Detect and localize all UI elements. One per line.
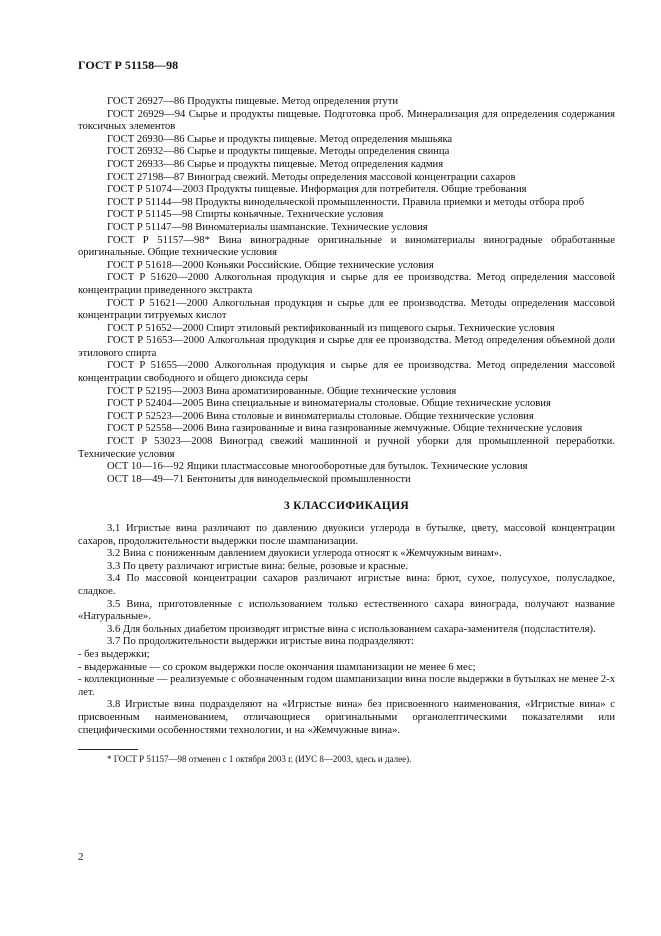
reference-item: ГОСТ 27198—87 Виноград свежий. Методы определения массовой концентрации сахаров [107, 171, 516, 183]
reference-item: ГОСТ 26927—86 Продукты пищевые. Метод определения ртути [107, 96, 399, 107]
paragraph-3-3: 3.3 По цвету различают игристые вина: белые, розовые и красные. [107, 560, 409, 572]
reference-item: ГОСТ Р 52404—2005 Вина специальные и виноматериалы столовые. Общие технические условия [107, 398, 551, 410]
reference-item: ГОСТ Р 51621—2000 Алкогольная продукция и сырье для ее производства. Методы определения массовой концентрации титруемых кислот [78, 297, 615, 322]
normative-references [78, 96, 615, 486]
reference-item: ГОСТ Р 52558—2006 Вина газированные и вина газированные жемчужные. Общие технические условия [107, 423, 583, 435]
list-item: - без выдержки; [78, 648, 150, 660]
section-heading: 3 КЛАССИФИКАЦИЯ [284, 500, 409, 513]
reference-item: ГОСТ Р 53023—2008 Виноград свежий машинной и ручной уборки для промышленной переработки. Технические условия [78, 436, 615, 460]
paragraph-3-4: 3.4 По массовой концентрации сахаров различают игристые вина: брют, сухое, полусухое, полусладкое, сладкое. [78, 573, 615, 597]
reference-item: ГОСТ Р 51157—98* Вина виноградные оригинальные и виноматериалы виноградные обработанные оригинальные. Общие технические условия [78, 234, 615, 259]
paragraph-3-5: 3.5 Вина, приготовленные с использованием только естественного сахара винограда, получают название «Натуральные». [78, 598, 615, 623]
reference-item: ОСТ 10—16—92 Ящики пластмассовые многооборотные для бутылок. Технические условия [107, 461, 528, 473]
list-item: - выдержанные — со сроком выдержки после окончания шампанизации не менее 6 мес; [78, 661, 476, 673]
reference-item: ГОСТ Р 51074—2003 Продукты пищевые. Информация для потребителя. Общие требования [107, 184, 527, 196]
list-item: - коллекционные — реализуемые с обозначенным годом шампанизации вина после выдержки в бутылках не менее 2-х лет. [78, 674, 615, 698]
paragraph-3-2: 3.2 Вина с пониженным давлением двуокиси углерода относят к «Жемчужным винам». [107, 548, 502, 560]
reference-item: ГОСТ Р 51653—2000 Алкогольная продукция и сырье для ее производства. Метод определения объемной доли этилового спирта [78, 335, 615, 359]
reference-item: ГОСТ Р 51145—98 Спирты коньячные. Технические условия [107, 209, 384, 221]
reference-item: ГОСТ Р 51144—98 Продукты винодельческой промышленности. Правила приемки и методы отбора проб [107, 196, 585, 208]
paragraph-3-8: 3.8 Игристые вина подразделяют на «Игристые вина» без присвоенного наименования, «Игристые вина» с присвоенным наименованием, отличающиеся оригинальными органолептическими показателями или специфическими особенностями технологии, и на «Жемчужные вина». [78, 699, 615, 736]
reference-item: ГОСТ Р 51620—2000 Алкогольная продукция и сырье для ее производства. Метод определения массовой концентрации приведенного экстракта [78, 272, 615, 296]
reference-item: ГОСТ Р 51618—2000 Коньяки Российские. Общие технические условия [107, 259, 434, 271]
page-content [78, 96, 615, 765]
reference-item: ГОСТ Р 51147—98 Виноматериалы шампанские. Технические условия [107, 221, 428, 233]
reference-item: ГОСТ Р 51655—2000 Алкогольная продукция и сырье для ее производства. Метод определения массовой концентрации свободного и общего диоксида серы [78, 360, 615, 385]
paragraph-3-7: 3.7 По продолжительности выдержки игристые вина подразделяют: [107, 636, 415, 648]
reference-item: ГОСТ 26929—94 Сырье и продукты пищевые. Подготовка проб. Минерализация для определения содержания токсичных элементов [78, 108, 615, 133]
reference-item: ГОСТ Р 52195—2003 Вина ароматизированные. Общие технические условия [107, 385, 457, 397]
paragraph-3-1: 3.1 Игристые вина различают по давлению двуокиси углерода в бутылке, цвету, массовой концентрации сахаров, продолжительности выдержки после шампанизации. [78, 523, 615, 547]
reference-item: ГОСТ 26932—86 Сырье и продукты пищевые. Методы определения свинца [107, 146, 450, 158]
reference-item: ГОСТ 26933—86 Сырье и продукты пищевые. Метод определения кадмия [107, 158, 444, 170]
paragraph-3-6: 3.6 Для больных диабетом производят игристые вина с использованием сахара-заменителя (подсластителя). [107, 623, 596, 635]
reference-item: ГОСТ Р 52523—2006 Вина столовые и виноматериалы столовые. Общие технические условия [107, 410, 534, 422]
footnote-divider [78, 749, 138, 750]
document-header: ГОСТ Р 51158—98 [78, 58, 179, 72]
reference-item: ОСТ 18—49—71 Бентониты для винодельческой промышленности [107, 473, 411, 485]
reference-item: ГОСТ Р 51652—2000 Спирт этиловый ректификованный из пищевого сырья. Технические условия [107, 322, 555, 334]
footnote: * ГОСТ Р 51157—98 отменен с 1 октября 2003 г. (ИУС 8—2003, здесь и далее). [107, 754, 412, 765]
reference-item: ГОСТ 26930—86 Сырье и продукты пищевые. Метод определения мышьяка [107, 133, 453, 145]
page-number: 2 [78, 851, 84, 863]
